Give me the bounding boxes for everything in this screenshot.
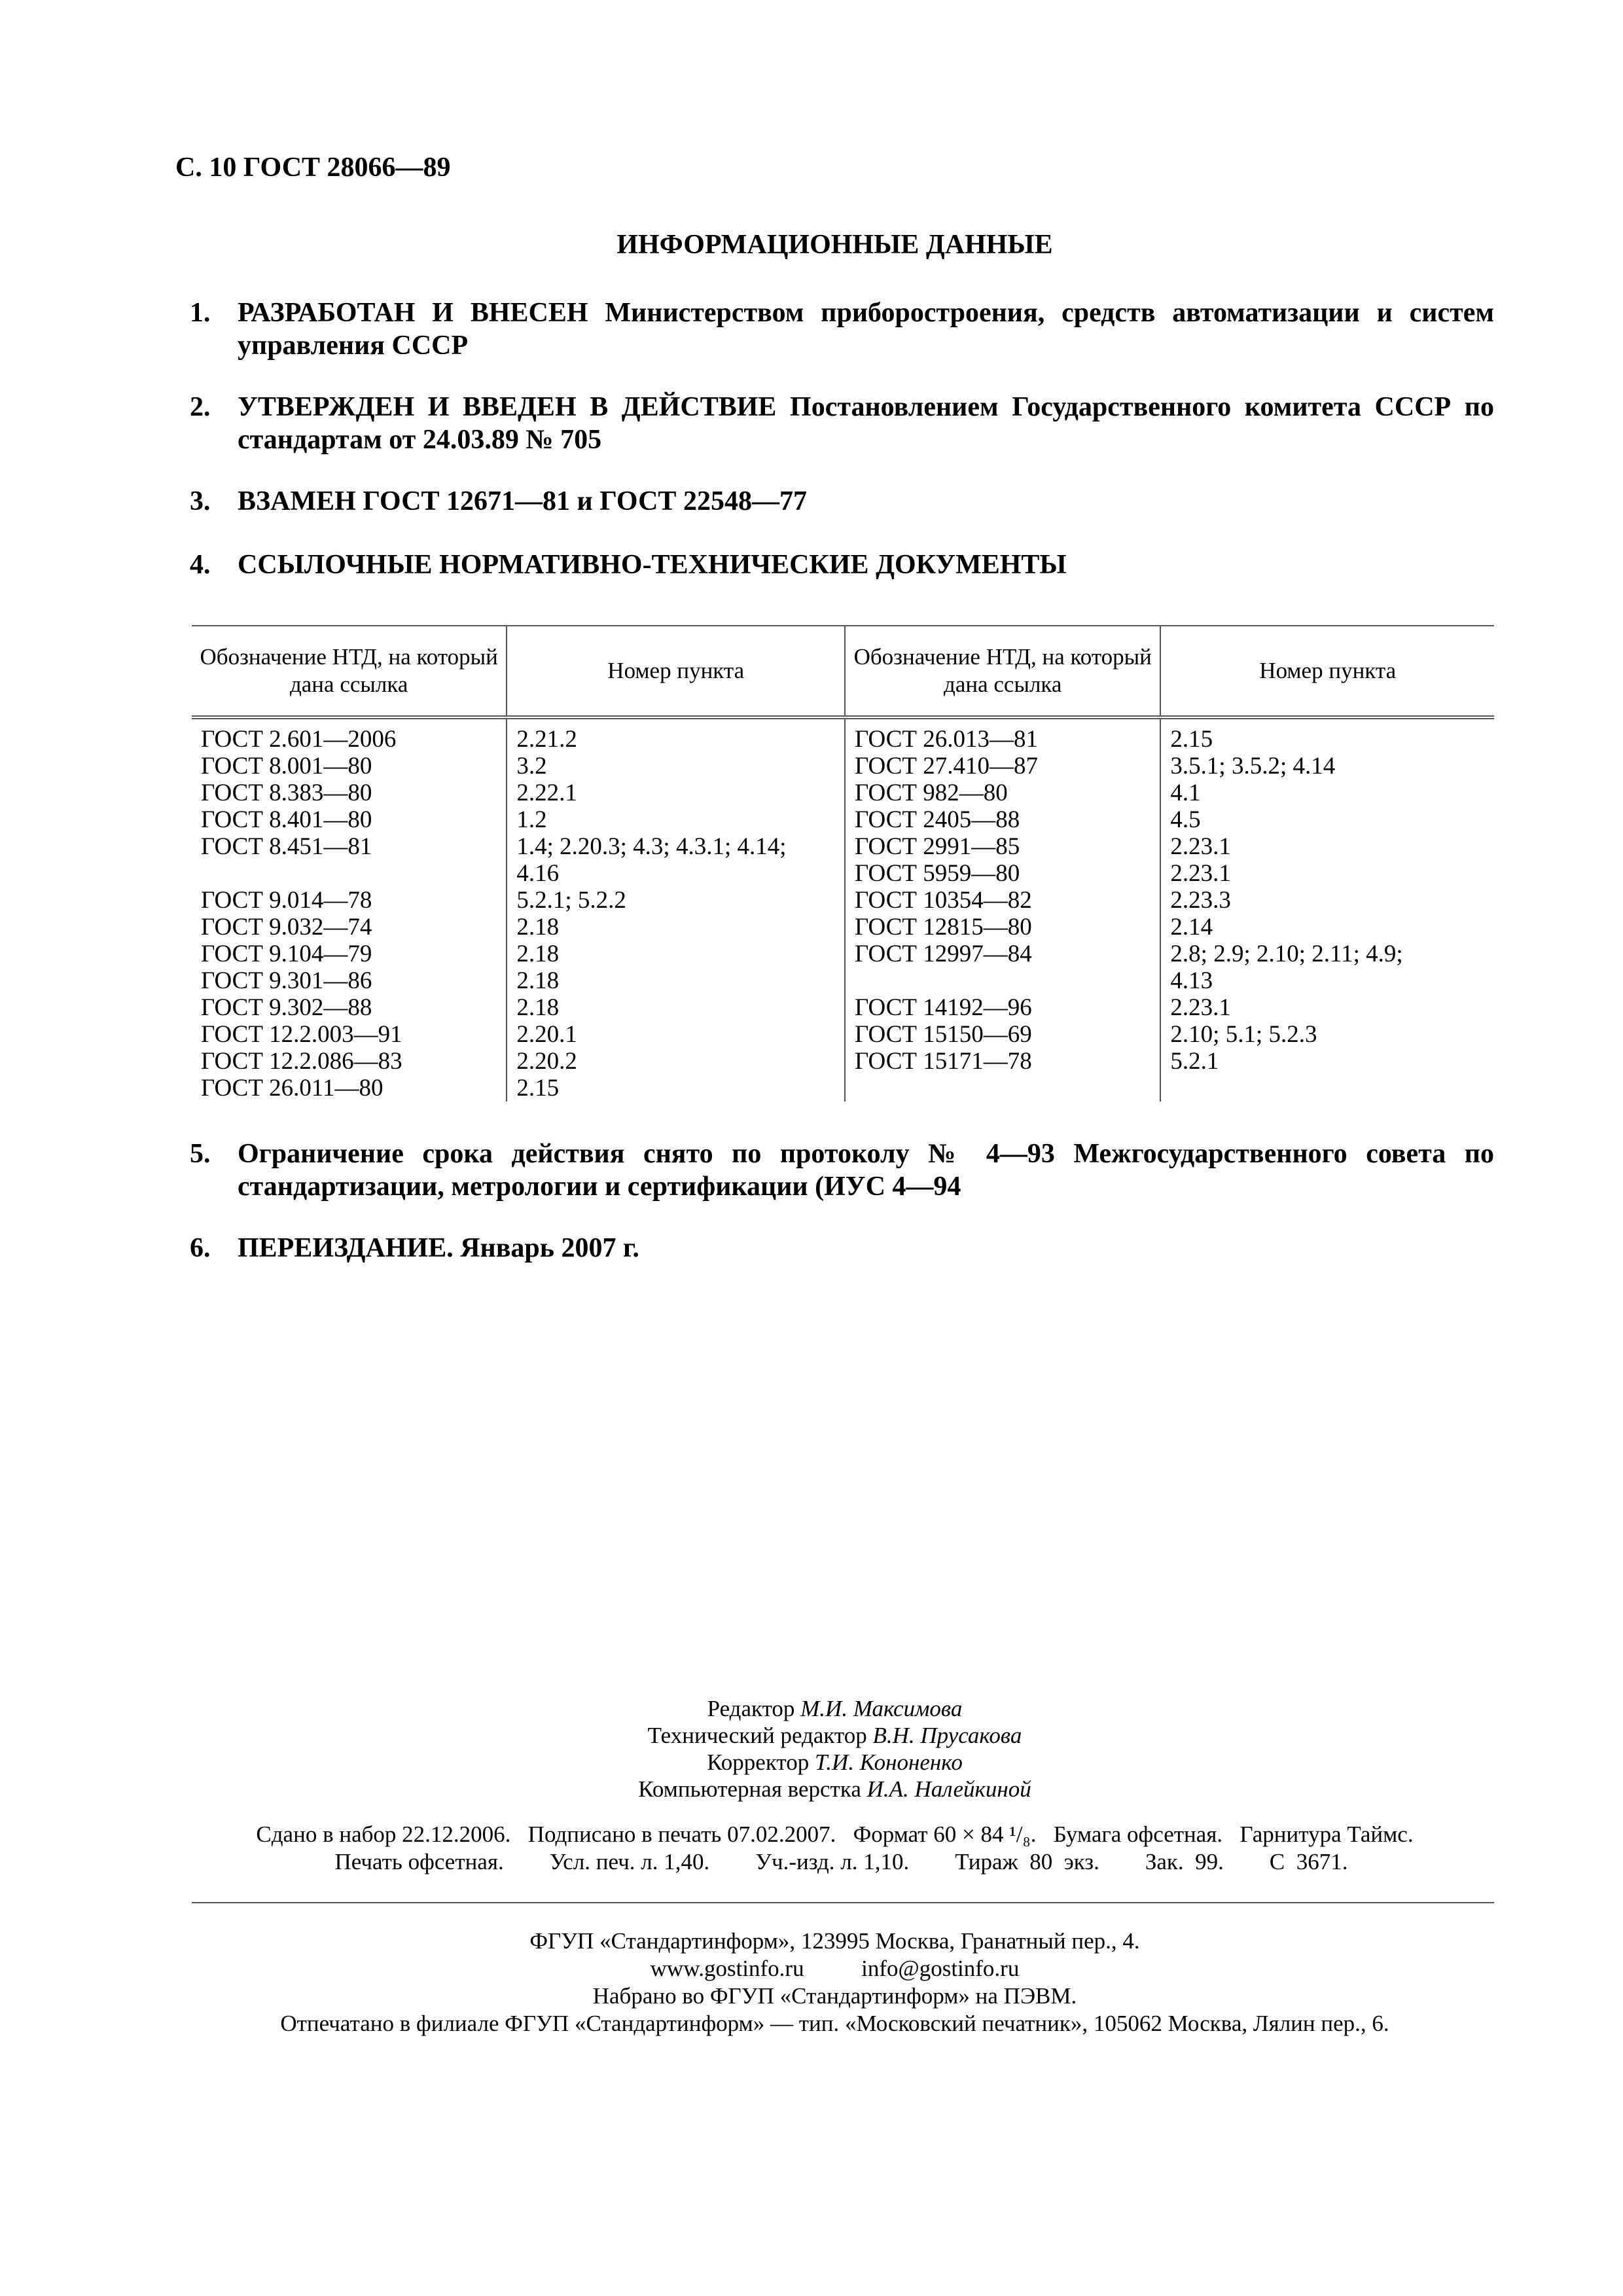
publication-line: Печать офсетная. Усл. печ. л. 1,40. Уч.-изд. л. 1,10. Тираж 80 экз. Зак. 99. С 3671. [334,1849,1348,1874]
table-header-row [192,626,1494,717]
footer-line: www.gostinfo.ru info@gostinfo.ru [650,1956,1020,1981]
divider [192,1902,1494,1903]
info-item-6 [175,1232,1494,1265]
credit-person: И.А. Налейкиной [866,1776,1031,1802]
info-item-1 [175,296,1494,362]
item-number: 2. [190,392,211,422]
column-header-clause: Номер пункта [1160,626,1494,717]
editorial-credits [175,1695,1494,1803]
credit-line [175,1776,1494,1803]
info-item-2 [175,391,1494,456]
credit-role: Технический редактор [647,1723,867,1748]
credit-person: В.Н. Прусакова [872,1723,1022,1748]
publication-info [175,1821,1494,1876]
item-number: 4. [190,550,211,580]
info-item-3 [175,485,1494,518]
item-text: Ограничение срока действия снято по протоколу № 4—93 Межгосударственного совета по стандартизации, метрологии и сертификации (ИУС 4—94 [238,1139,1494,1202]
credit-line [175,1695,1494,1722]
credit-role: Корректор [707,1749,810,1775]
table-row [192,717,1494,1102]
item-number: 1. [190,298,211,328]
item-text: УТВЕРЖДЕН И ВВЕДЕН В ДЕЙСТВИЕ Постановлением Государственного комитета СССР по стандартам от 24.03.89 № 705 [238,392,1494,455]
credit-person: М.И. Максимова [800,1696,963,1721]
column-header-document: Обозначение НТД, на который дана ссылка [192,626,507,717]
publication-line: Сдано в набор 22.12.2006. Подписано в печать 07.02.2007. Формат 60 × 84 ¹/₈. Бумага офсетная. Гарнитура Таймс. [256,1821,1414,1847]
credit-line [175,1722,1494,1749]
item-number: 5. [190,1139,211,1169]
document-list-right: ГОСТ 26.013—81 ГОСТ 27.410—87 ГОСТ 982—80 ГОСТ 2405—88 ГОСТ 2991—85 ГОСТ 5959—80 ГОСТ 10354—82 ГОСТ 12815—80 ГОСТ 12997—84 ГОСТ 14192—96 ГОСТ 15150—69 ГОСТ 15171—78 [845,717,1160,1102]
footer-line: Набрано во ФГУП «Стандартинформ» на ПЭВМ. [592,1983,1077,2009]
item-text: ПЕРЕИЗДАНИЕ. Январь 2007 г. [238,1233,639,1263]
document-list-left: ГОСТ 2.601—2006 ГОСТ 8.001—80 ГОСТ 8.383—80 ГОСТ 8.401—80 ГОСТ 8.451—81 ГОСТ 9.014—78 ГОСТ 9.032—74 ГОСТ 9.104—79 ГОСТ 9.301—86 ГОСТ 9.302—88 ГОСТ 12.2.003—91 ГОСТ 12.2.086—83 ГОСТ 26.011—80 [201,726,402,1102]
info-item-5 [175,1138,1494,1203]
publisher-footer [175,1928,1494,2037]
page-header: С. 10 ГОСТ 28066—89 [175,152,451,183]
item-text: РАЗРАБОТАН И ВНЕСЕН Министерством приборостроения, средств автоматизации и систем управления СССР [238,298,1494,361]
credit-role: Компьютерная верстка [638,1776,861,1802]
footer-line: ФГУП «Стандартинформ», 123995 Москва, Гранатный пер., 4. [529,1928,1140,1954]
page-title: ИНФОРМАЦИОННЫЕ ДАННЫЕ [616,230,1053,260]
credit-line [175,1749,1494,1776]
column-header-document: Обозначение НТД, на который дана ссылка [845,626,1160,717]
column-header-clause: Номер пункта [507,626,845,717]
clause-list-left: 2.21.2 3.2 2.22.1 1.2 1.4; 2.20.3; 4.3; 4.3.1; 4.14; 4.16 5.2.1; 5.2.2 2.18 2.18 2.18 2.18 2.20.1 2.20.2 2.15 [507,717,845,1102]
item-text: ВЗАМЕН ГОСТ 12671—81 и ГОСТ 22548—77 [238,486,807,516]
item-text: ССЫЛОЧНЫЕ НОРМАТИВНО-ТЕХНИЧЕСКИЕ ДОКУМЕНТЫ [238,550,1067,580]
item-number: 3. [190,486,211,516]
item-number: 6. [190,1233,211,1263]
credit-person: Т.И. Кононенко [814,1749,963,1775]
clause-list-right: 2.15 3.5.1; 3.5.2; 4.14 4.1 4.5 2.23.1 2.23.1 2.23.3 2.14 2.8; 2.9; 2.10; 2.11; 4.9; 4.13 2.23.1 2.10; 5.1; 5.2.3 5.2.1 [1160,717,1494,1102]
references-table [192,625,1494,1102]
info-item-4 [175,548,1494,581]
footer-line: Отпечатано в филиале ФГУП «Стандартинформ» — тип. «Московский печатник», 105062 Москва, Лялин пер., 6. [280,2011,1389,2036]
credit-role: Редактор [707,1696,795,1721]
